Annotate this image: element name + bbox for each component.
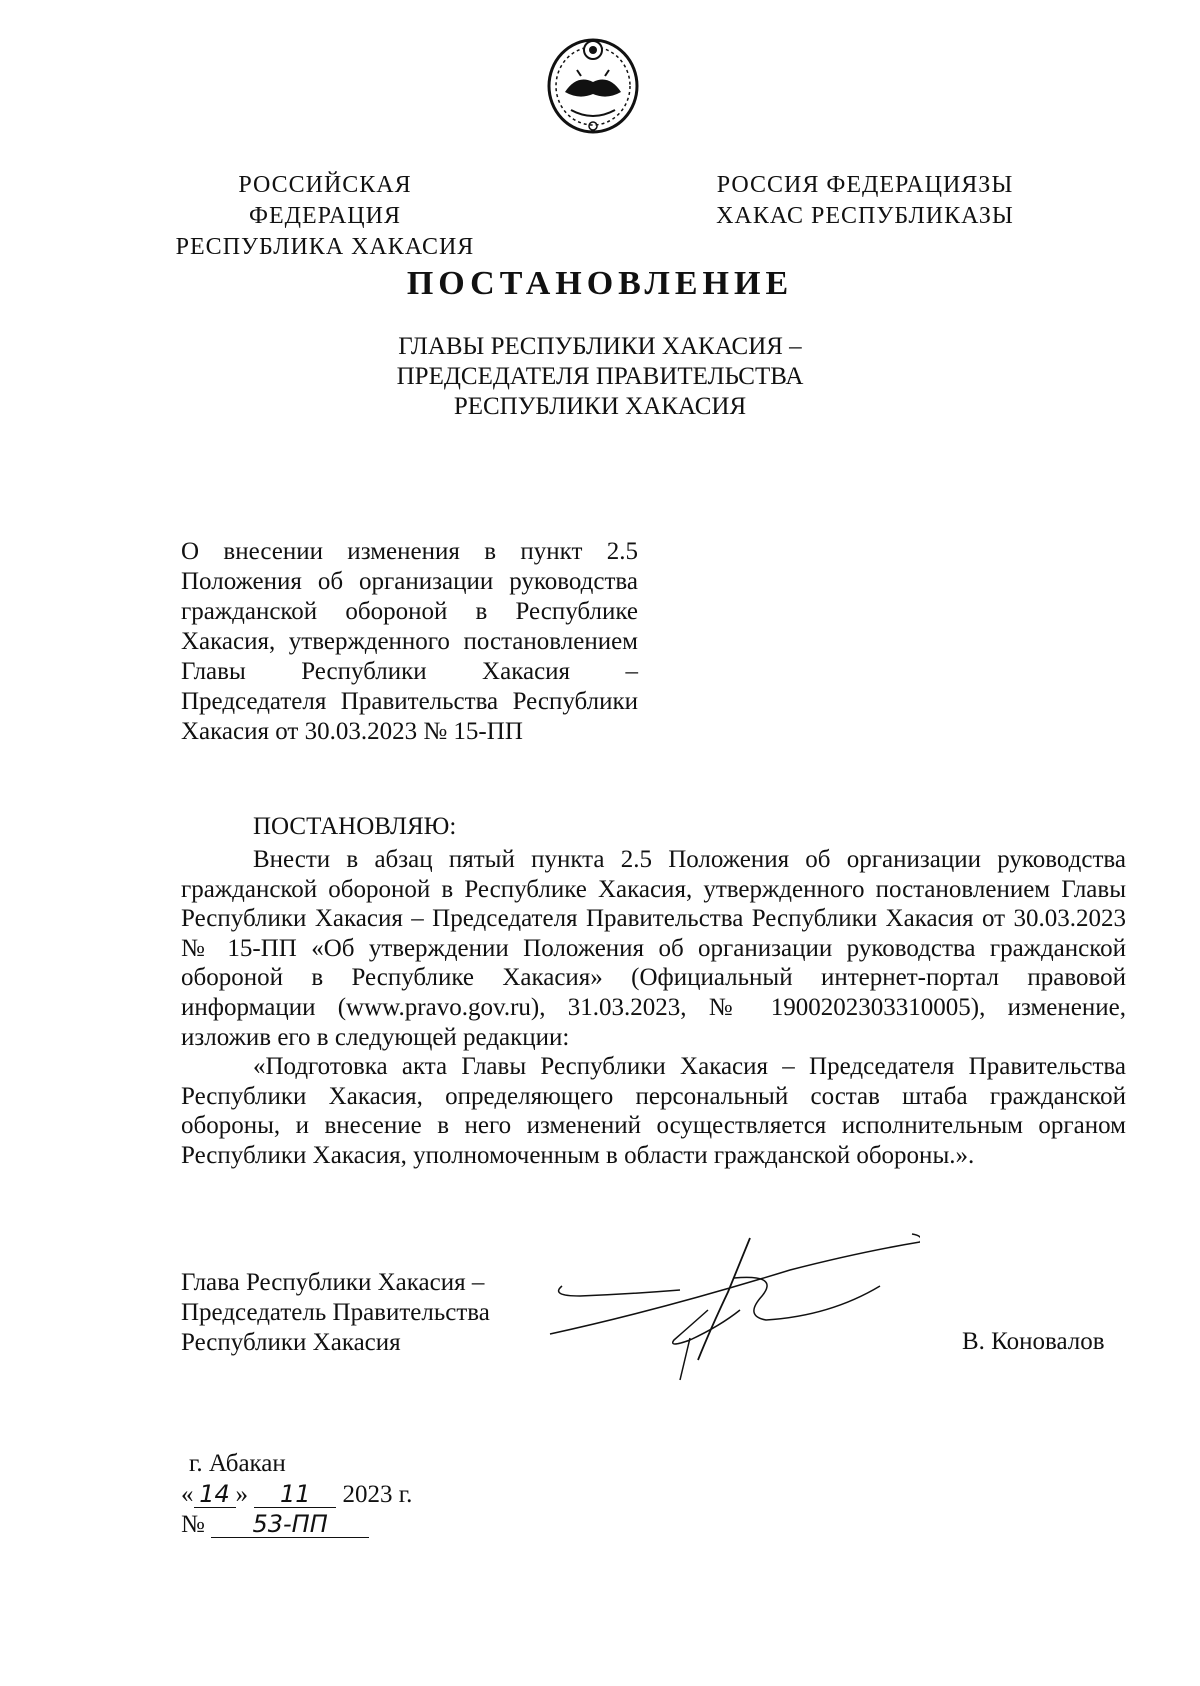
issuer-line2: ПРЕДСЕДАТЕЛЯ ПРАВИТЕЛЬСТВА — [396, 363, 804, 390]
number-value: 53-ПП — [211, 1511, 369, 1538]
body-paragraph-2: «Подготовка акта Главы Республики Хакасия – Председателя Правительства Республики Хакасия, определяющего персональный состав штаба гражданской обороны, и внесение в него изменений осуществляется исполнительным органом Республики Хакасия, уполномоченным в области гражданской обороны.». — [181, 1053, 1126, 1169]
issuer-line1: ГЛАВЫ РЕСПУБЛИКИ ХАКАСИЯ – — [398, 333, 802, 360]
date-close-quote: » — [235, 1481, 248, 1508]
issuer-block — [300, 332, 900, 422]
issue-date — [181, 1481, 412, 1509]
document-type-title: ПОСТАНОВЛЕНИЕ — [406, 265, 794, 302]
header-left-line2: РЕСПУБЛИКА ХАКАСИЯ — [175, 234, 475, 260]
document-subject: О внесении изменения в пункт 2.5 Положения об организации руководства гражданской обороной в Республике Хакасия, утвержденного постановлением Главы Республики Хакасия – Председателя Правительства Республики Хакасия от 30.03.2023 № 15-ПП — [181, 538, 638, 745]
header-right-line2: ХАКАС РЕСПУБЛИКАЗЫ — [716, 203, 1014, 229]
place-of-issue: г. Абакан — [189, 1450, 286, 1477]
date-open-quote: « — [181, 1481, 194, 1508]
signer-title-line2: Председатель Правительства — [181, 1299, 490, 1326]
signer-name: В. Коновалов — [962, 1328, 1105, 1355]
document-number — [181, 1511, 369, 1539]
date-day: 14 — [194, 1481, 236, 1508]
header-right-line1: РОССИЯ ФЕДЕРАЦИЯЗЫ — [716, 172, 1014, 198]
signer-title — [181, 1268, 490, 1358]
decree-word: ПОСТАНОВЛЯЮ: — [253, 813, 457, 840]
handwritten-signature — [540, 1230, 920, 1400]
signer-title-line3: Республики Хакасия — [181, 1329, 401, 1356]
coat-of-arms-emblem-icon — [541, 30, 645, 138]
number-prefix: № — [181, 1511, 205, 1538]
document-body — [181, 845, 1126, 1171]
header-right — [700, 170, 1030, 232]
issuer-line3: РЕСПУБЛИКИ ХАКАСИЯ — [453, 393, 747, 420]
header-left — [160, 170, 490, 263]
body-paragraph-1: Внести в абзац пятый пункта 2.5 Положения об организации руководства гражданской обороной в Республике Хакасия, утвержденного постановлением Главы Республики Хакасия – Председателя Правительства Республики Хакасия от 30.03.2023 № 15-ПП «Об утверждении Положения об организации руководства гражданской обороной в Республике Хакасия» (Официальный интернет-портал правовой информации (www.pravo.gov.ru), 31.03.2023, № 1900202303310005), изменение, изложив его в следующей редакции: — [181, 846, 1126, 1051]
header-left-line1: РОССИЙСКАЯ ФЕДЕРАЦИЯ — [238, 172, 412, 229]
date-year: 2023 г. — [342, 1481, 413, 1508]
date-month: 11 — [254, 1481, 336, 1508]
signer-title-line1: Глава Республики Хакасия – — [181, 1269, 485, 1296]
